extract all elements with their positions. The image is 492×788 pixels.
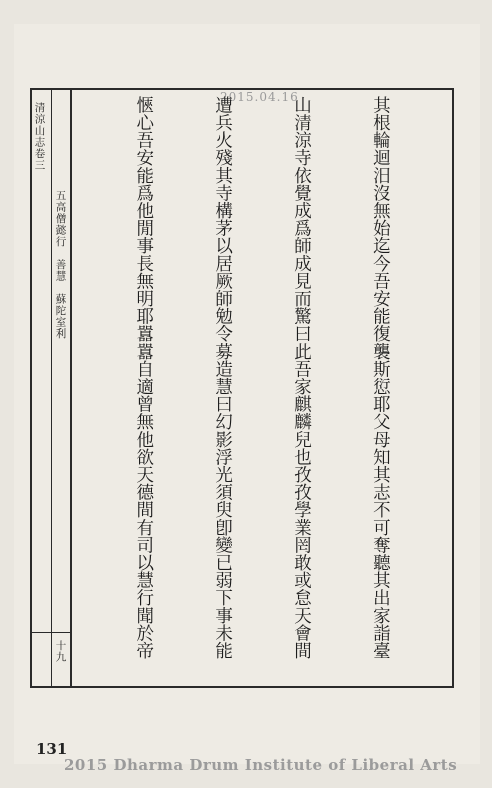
book-title: 清涼山志卷三 xyxy=(33,102,46,171)
section-title: 五高僧懿行 善慧 蘇陀室利 xyxy=(54,190,67,340)
main-text xyxy=(78,96,446,680)
page-number: 十九 xyxy=(54,640,67,663)
text-column: 愜心吾安能爲他閒事長無明耶囂囂自適曾無他欲天德間有司以慧行聞於帝 xyxy=(133,96,154,660)
text-column: 其根輪迴汨沒無始迄今吾安能復襲斯愆耶父母知其志不可奪聽其出家詣臺 xyxy=(370,96,391,660)
institute-watermark: 2015 Dharma Drum Institute of Liberal Arts xyxy=(64,756,458,774)
text-column: 遭兵火殘其寺構茅以居厥師勉令募造慧曰幻影浮光須臾卽變已弱下事未能 xyxy=(212,96,233,660)
folio-number: 131 xyxy=(36,740,68,758)
margin-divider xyxy=(51,88,52,688)
text-column: 山清涼寺依覺成爲師成見而驚曰此吾家麒麟兒也孜孜學業罔敢或怠天會間 xyxy=(291,96,312,660)
margin-page-rule xyxy=(30,632,72,633)
date-watermark: 2015.04.16 xyxy=(220,90,299,104)
